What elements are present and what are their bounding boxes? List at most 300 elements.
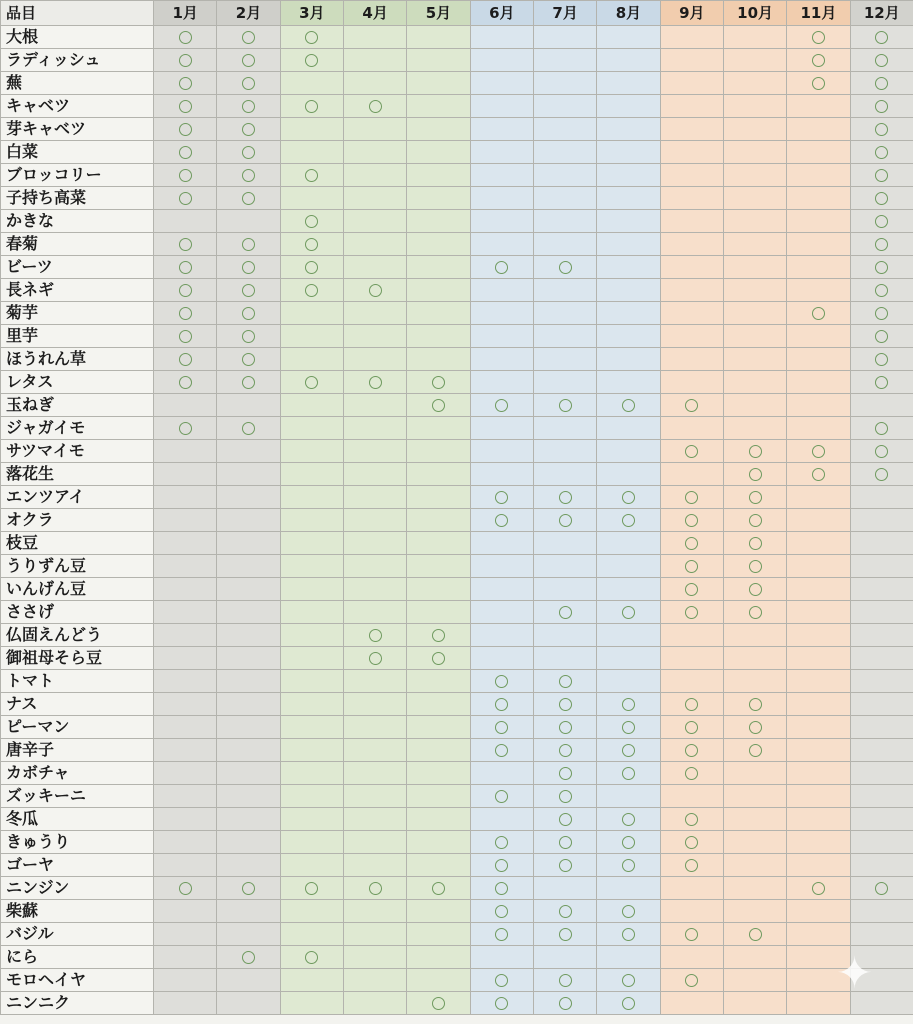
month-cell (407, 72, 470, 95)
month-cell (343, 509, 406, 532)
table-row (1, 49, 913, 72)
month-cell (407, 279, 470, 302)
month-cell (343, 49, 406, 72)
month-cell (533, 141, 596, 164)
month-cell (280, 141, 343, 164)
month-cell (787, 164, 850, 187)
month-cell (154, 693, 217, 716)
month-header: 2月 (217, 1, 280, 26)
month-cell (660, 992, 723, 1015)
month-cell (533, 831, 596, 854)
month-cell (407, 233, 470, 256)
month-cell (597, 762, 660, 785)
circle-mark-icon (495, 859, 508, 872)
item-name: バジル (1, 923, 154, 946)
month-cell (217, 486, 280, 509)
month-cell (470, 233, 533, 256)
month-cell (470, 647, 533, 670)
circle-mark-icon (875, 100, 888, 113)
month-cell (407, 946, 470, 969)
month-cell (533, 187, 596, 210)
circle-mark-icon (812, 445, 825, 458)
month-cell (470, 601, 533, 624)
month-header: 9月 (660, 1, 723, 26)
month-cell (280, 49, 343, 72)
month-cell (787, 877, 850, 900)
circle-mark-icon (559, 767, 572, 780)
month-cell (217, 72, 280, 95)
circle-mark-icon (305, 31, 318, 44)
month-cell (533, 417, 596, 440)
circle-mark-icon (622, 859, 635, 872)
header-row (1, 1, 913, 26)
table-row (1, 877, 913, 900)
month-cell (787, 670, 850, 693)
circle-mark-icon (305, 54, 318, 67)
month-cell (154, 854, 217, 877)
month-cell (154, 532, 217, 555)
month-cell (787, 233, 850, 256)
month-cell (154, 739, 217, 762)
month-cell (850, 49, 913, 72)
circle-mark-icon (432, 376, 445, 389)
month-cell (470, 854, 533, 877)
month-cell (154, 118, 217, 141)
table-row (1, 785, 913, 808)
circle-mark-icon (685, 974, 698, 987)
month-cell (470, 900, 533, 923)
table-row (1, 486, 913, 509)
circle-mark-icon (685, 698, 698, 711)
circle-mark-icon (875, 215, 888, 228)
circle-mark-icon (242, 307, 255, 320)
month-cell (787, 578, 850, 601)
circle-mark-icon (875, 376, 888, 389)
month-cell (280, 555, 343, 578)
month-cell (787, 923, 850, 946)
month-cell (343, 785, 406, 808)
circle-mark-icon (685, 606, 698, 619)
item-name: モロヘイヤ (1, 969, 154, 992)
month-cell (407, 762, 470, 785)
month-cell (407, 463, 470, 486)
month-cell (850, 647, 913, 670)
month-cell (343, 118, 406, 141)
circle-mark-icon (369, 652, 382, 665)
month-cell (280, 164, 343, 187)
month-cell (723, 72, 786, 95)
item-name: ニンニク (1, 992, 154, 1015)
month-cell (470, 624, 533, 647)
month-cell (280, 302, 343, 325)
month-cell (343, 601, 406, 624)
month-cell (597, 210, 660, 233)
month-cell (533, 256, 596, 279)
month-cell (154, 877, 217, 900)
month-cell (850, 624, 913, 647)
circle-mark-icon (875, 192, 888, 205)
item-name: ピーマン (1, 716, 154, 739)
month-cell (407, 187, 470, 210)
month-cell (597, 877, 660, 900)
circle-mark-icon (179, 238, 192, 251)
month-cell (597, 256, 660, 279)
month-cell (597, 141, 660, 164)
month-cell (343, 578, 406, 601)
circle-mark-icon (812, 882, 825, 895)
circle-mark-icon (622, 928, 635, 941)
circle-mark-icon (242, 882, 255, 895)
table-row (1, 532, 913, 555)
circle-mark-icon (305, 238, 318, 251)
month-cell (660, 302, 723, 325)
circle-mark-icon (559, 813, 572, 826)
month-cell (217, 256, 280, 279)
month-cell (597, 394, 660, 417)
month-cell (407, 256, 470, 279)
table-row (1, 831, 913, 854)
circle-mark-icon (875, 123, 888, 136)
month-cell (660, 187, 723, 210)
month-cell (217, 164, 280, 187)
month-cell (280, 854, 343, 877)
month-cell (850, 693, 913, 716)
circle-mark-icon (622, 514, 635, 527)
month-cell (850, 532, 913, 555)
month-cell (280, 877, 343, 900)
month-cell (407, 601, 470, 624)
circle-mark-icon (685, 928, 698, 941)
month-cell (850, 348, 913, 371)
month-cell (850, 371, 913, 394)
month-cell (407, 900, 470, 923)
month-cell (533, 95, 596, 118)
circle-mark-icon (179, 146, 192, 159)
circle-mark-icon (495, 836, 508, 849)
month-cell (154, 555, 217, 578)
circle-mark-icon (559, 790, 572, 803)
item-name: 唐辛子 (1, 739, 154, 762)
circle-mark-icon (432, 882, 445, 895)
month-cell (660, 647, 723, 670)
circle-mark-icon (242, 192, 255, 205)
month-cell (470, 72, 533, 95)
month-cell (217, 946, 280, 969)
circle-mark-icon (622, 698, 635, 711)
month-cell (660, 670, 723, 693)
month-cell (850, 210, 913, 233)
month-cell (154, 946, 217, 969)
month-cell (850, 762, 913, 785)
month-cell (533, 26, 596, 49)
month-cell (787, 693, 850, 716)
month-cell (850, 417, 913, 440)
month-cell (660, 325, 723, 348)
circle-mark-icon (369, 376, 382, 389)
month-cell (723, 187, 786, 210)
month-cell (154, 302, 217, 325)
month-cell (533, 486, 596, 509)
circle-mark-icon (812, 307, 825, 320)
month-cell (723, 141, 786, 164)
circle-mark-icon (242, 376, 255, 389)
circle-mark-icon (685, 560, 698, 573)
month-cell (723, 555, 786, 578)
month-cell (597, 509, 660, 532)
month-cell (154, 26, 217, 49)
item-name: にら (1, 946, 154, 969)
month-cell (154, 578, 217, 601)
circle-mark-icon (622, 905, 635, 918)
month-cell (280, 532, 343, 555)
item-name: かきな (1, 210, 154, 233)
table-row (1, 923, 913, 946)
month-cell (660, 785, 723, 808)
month-cell (597, 325, 660, 348)
table-row (1, 969, 913, 992)
month-cell (723, 624, 786, 647)
month-cell (787, 647, 850, 670)
circle-mark-icon (685, 859, 698, 872)
month-cell (533, 394, 596, 417)
month-cell (280, 72, 343, 95)
circle-mark-icon (242, 31, 255, 44)
month-cell (533, 785, 596, 808)
month-cell (723, 647, 786, 670)
month-cell (154, 486, 217, 509)
month-cell (217, 325, 280, 348)
month-cell (533, 463, 596, 486)
month-cell (407, 739, 470, 762)
month-cell (660, 26, 723, 49)
circle-mark-icon (432, 399, 445, 412)
item-name: ズッキーニ (1, 785, 154, 808)
table-row (1, 141, 913, 164)
circle-mark-icon (179, 54, 192, 67)
circle-mark-icon (685, 537, 698, 550)
table-row (1, 233, 913, 256)
circle-mark-icon (622, 606, 635, 619)
month-cell (470, 831, 533, 854)
circle-mark-icon (242, 238, 255, 251)
item-name: ジャガイモ (1, 417, 154, 440)
month-cell (154, 900, 217, 923)
month-cell (154, 141, 217, 164)
circle-mark-icon (875, 169, 888, 182)
month-cell (597, 900, 660, 923)
month-cell (660, 49, 723, 72)
circle-mark-icon (179, 192, 192, 205)
month-header: 3月 (280, 1, 343, 26)
month-cell (154, 992, 217, 1015)
month-cell (533, 900, 596, 923)
month-cell (407, 486, 470, 509)
table-row (1, 601, 913, 624)
month-cell (597, 624, 660, 647)
month-cell (217, 509, 280, 532)
circle-mark-icon (749, 606, 762, 619)
item-name: 落花生 (1, 463, 154, 486)
month-cell (533, 49, 596, 72)
month-cell (407, 716, 470, 739)
month-cell (470, 923, 533, 946)
month-cell (533, 808, 596, 831)
circle-mark-icon (812, 54, 825, 67)
month-cell (154, 509, 217, 532)
circle-mark-icon (495, 698, 508, 711)
circle-mark-icon (242, 330, 255, 343)
month-cell (217, 210, 280, 233)
circle-mark-icon (749, 468, 762, 481)
month-cell (154, 601, 217, 624)
month-cell (533, 762, 596, 785)
month-cell (660, 279, 723, 302)
month-cell (850, 601, 913, 624)
month-cell (660, 394, 723, 417)
month-cell (217, 302, 280, 325)
table-row (1, 578, 913, 601)
circle-mark-icon (559, 399, 572, 412)
month-cell (280, 762, 343, 785)
circle-mark-icon (305, 284, 318, 297)
month-cell (850, 670, 913, 693)
month-cell (787, 394, 850, 417)
month-cell (533, 969, 596, 992)
month-cell (217, 279, 280, 302)
circle-mark-icon (179, 123, 192, 136)
month-cell (217, 233, 280, 256)
circle-mark-icon (875, 445, 888, 458)
circle-mark-icon (432, 997, 445, 1010)
circle-mark-icon (812, 468, 825, 481)
month-cell (280, 394, 343, 417)
circle-mark-icon (622, 744, 635, 757)
circle-mark-icon (685, 399, 698, 412)
month-cell (597, 463, 660, 486)
month-cell (660, 739, 723, 762)
month-cell (343, 739, 406, 762)
month-cell (597, 371, 660, 394)
item-name: ニンジン (1, 877, 154, 900)
table-row (1, 394, 913, 417)
circle-mark-icon (875, 238, 888, 251)
month-cell (407, 348, 470, 371)
circle-mark-icon (559, 606, 572, 619)
month-cell (217, 854, 280, 877)
month-cell (217, 739, 280, 762)
month-cell (154, 831, 217, 854)
month-cell (343, 95, 406, 118)
circle-mark-icon (559, 698, 572, 711)
month-cell (597, 854, 660, 877)
month-cell (407, 210, 470, 233)
circle-mark-icon (559, 491, 572, 504)
month-cell (660, 141, 723, 164)
month-cell (533, 532, 596, 555)
month-cell (154, 716, 217, 739)
circle-mark-icon (875, 77, 888, 90)
month-cell (154, 95, 217, 118)
month-cell (154, 233, 217, 256)
month-cell (787, 325, 850, 348)
month-cell (470, 739, 533, 762)
month-cell (723, 670, 786, 693)
circle-mark-icon (685, 721, 698, 734)
month-cell (787, 463, 850, 486)
month-cell (280, 670, 343, 693)
month-cell (787, 417, 850, 440)
table-row (1, 808, 913, 831)
month-cell (660, 854, 723, 877)
circle-mark-icon (305, 376, 318, 389)
circle-mark-icon (749, 928, 762, 941)
month-cell (533, 371, 596, 394)
month-cell (217, 624, 280, 647)
item-name: 子持ち高菜 (1, 187, 154, 210)
month-cell (470, 762, 533, 785)
circle-mark-icon (495, 928, 508, 941)
month-cell (723, 808, 786, 831)
month-cell (217, 647, 280, 670)
circle-mark-icon (179, 100, 192, 113)
month-cell (533, 923, 596, 946)
month-cell (533, 578, 596, 601)
month-cell (850, 486, 913, 509)
circle-mark-icon (622, 813, 635, 826)
circle-mark-icon (495, 261, 508, 274)
month-cell (280, 187, 343, 210)
month-cell (280, 463, 343, 486)
month-cell (154, 164, 217, 187)
month-cell (407, 877, 470, 900)
item-name: 仏固えんどう (1, 624, 154, 647)
table-row (1, 118, 913, 141)
month-cell (850, 233, 913, 256)
item-column-header: 品目 (1, 1, 154, 26)
circle-mark-icon (685, 514, 698, 527)
month-cell (343, 693, 406, 716)
month-cell (850, 302, 913, 325)
table-row (1, 302, 913, 325)
month-cell (787, 808, 850, 831)
month-cell (597, 49, 660, 72)
month-cell (407, 969, 470, 992)
circle-mark-icon (622, 767, 635, 780)
item-name: うりずん豆 (1, 555, 154, 578)
table-row (1, 900, 913, 923)
circle-mark-icon (749, 721, 762, 734)
month-cell (533, 693, 596, 716)
month-cell (470, 716, 533, 739)
month-cell (343, 969, 406, 992)
month-cell (343, 992, 406, 1015)
circle-mark-icon (749, 445, 762, 458)
table-row (1, 95, 913, 118)
circle-mark-icon (369, 100, 382, 113)
table-row (1, 440, 913, 463)
month-cell (407, 509, 470, 532)
month-cell (597, 808, 660, 831)
month-cell (154, 187, 217, 210)
month-cell (660, 578, 723, 601)
month-cell (280, 785, 343, 808)
circle-mark-icon (559, 836, 572, 849)
circle-mark-icon (875, 882, 888, 895)
circle-mark-icon (242, 146, 255, 159)
month-cell (660, 900, 723, 923)
month-cell (723, 486, 786, 509)
month-cell (280, 95, 343, 118)
